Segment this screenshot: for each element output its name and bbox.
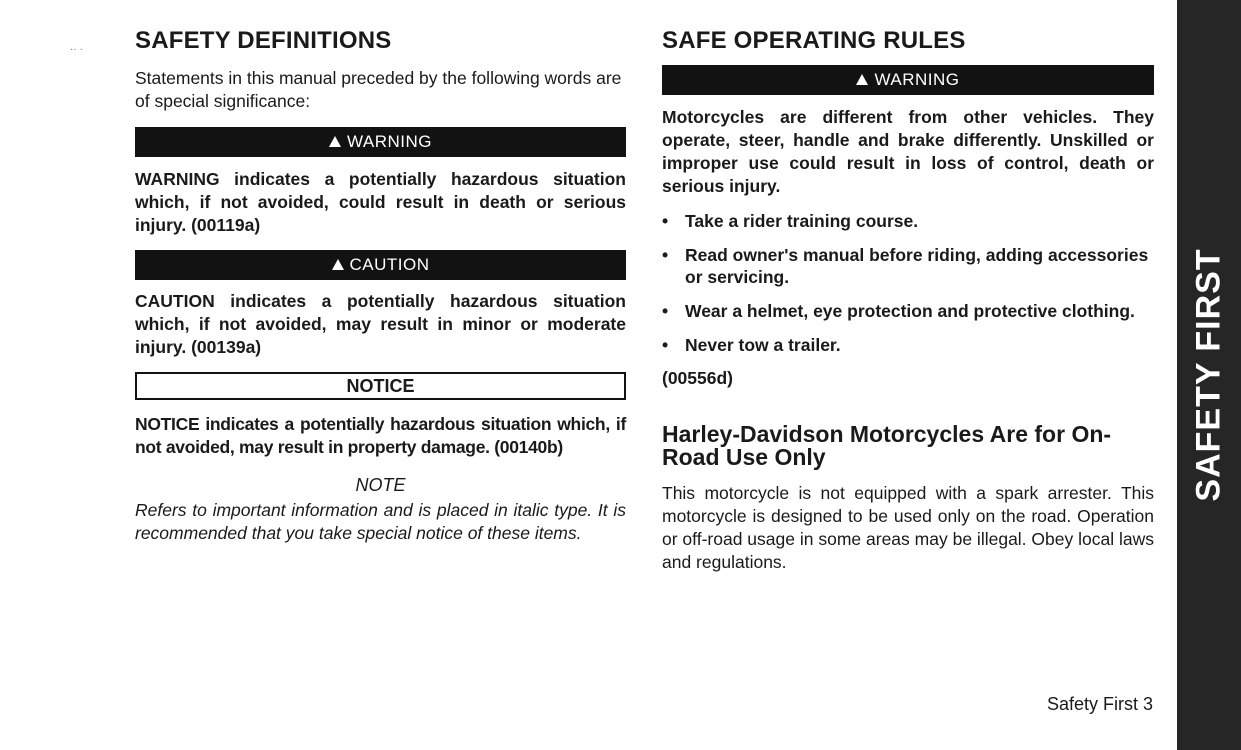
intro-text: Statements in this manual preceded by the following words are of special significance:: [135, 68, 622, 111]
operating-warning-label: WARNING: [874, 70, 960, 89]
note-label: NOTE: [355, 475, 406, 495]
side-tab-label: SAFETY FIRST: [1189, 248, 1228, 502]
safety-definitions-title: SAFETY DEFINITIONS: [135, 27, 392, 54]
caution-label: CAUTION: [349, 255, 430, 274]
note-definition: Refers to important information and is placed in italic type. It is recommended that you take special notice of these items.: [135, 500, 626, 543]
notice-label: NOTICE: [346, 375, 415, 396]
warning-triangle-icon: [329, 136, 341, 147]
caution-bar: [135, 250, 626, 280]
list-item: • Read owner's manual before riding, adding accessories or servicing.: [662, 244, 1154, 288]
list-item: • Take a rider training course.: [662, 210, 1154, 232]
operating-warning-triangle-icon: [856, 74, 868, 85]
scan-specks: ·· ·: [70, 44, 83, 55]
list-item: • Wear a helmet, eye protection and protective clothing.: [662, 300, 1154, 322]
warning-label: WARNING: [346, 132, 433, 151]
rules-code: (00556d): [662, 368, 734, 388]
on-road-body: This motorcycle is not equipped with a spark arrester. This motorcycle is designed to be used only on the road. Operation or off-road usage in some areas may be illegal. Obey local laws and regulations.: [662, 483, 1154, 572]
notice-definition: NOTICE indicates a potentially hazardous situation which, if not avoided, may result in property damage. (00140b): [135, 414, 626, 457]
operating-warning-text: Motorcycles are different from other vehicles. They operate, steer, handle and brake differently. Unskilled or improper use could result in loss of control, death or serious injury.: [662, 107, 1154, 196]
notice-box: [135, 372, 626, 400]
side-section-tab: [1177, 0, 1241, 750]
on-road-heading: Harley-Davidson Motorcycles Are for On-Road Use Only: [662, 421, 1112, 470]
list-item: • Never tow a trailer.: [662, 334, 1154, 356]
warning-definition: WARNING indicates a potentially hazardous situation which, if not avoided, could result in death or serious injury. (00119a): [135, 169, 626, 235]
operating-warning-bar: [662, 65, 1154, 95]
page-footer: Safety First 3: [1046, 694, 1153, 714]
caution-definition: CAUTION indicates a potentially hazardous situation which, if not avoided, may result in minor or moderate injury. (00139a): [135, 291, 626, 357]
warning-bar: [135, 127, 626, 157]
safe-operating-rules-title: SAFE OPERATING RULES: [662, 27, 966, 54]
caution-triangle-icon: [332, 259, 344, 270]
rules-list: [662, 210, 1154, 368]
